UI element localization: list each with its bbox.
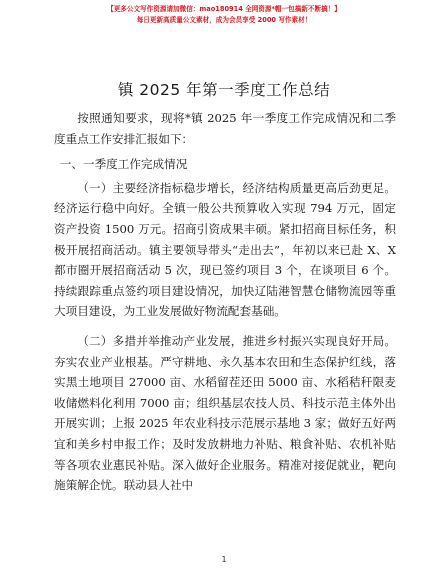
paragraph-spacer — [54, 322, 396, 331]
promo-banner-line2: 每日更新高质量公文素材，成为会员享受 2000 写作素材！ — [136, 16, 312, 24]
paragraph-economy: （一）主要经济指标稳步增长，经济结构质量更高后劲更足。经济运行稳中向好。全镇一般公共预算收入实现 794 万元，固定资产投资 1500 万元。招商引资成果丰硕。紧扣招商目标任务，积极开展招商活动。镇主要领导带头“走出去”，年初以来已赴 X、X 都市圈开展招商活动 5 次，现已签约项目 3 个，在谈项目 6 个。持续跟踪重点签约项目建设情况，加快辽陆港智慧仓储物流园等重大项目建设，为工业发展做好物流配套基础。 — [54, 180, 396, 319]
page-number: 1 — [221, 555, 227, 564]
paragraph-industry: （二）多措并举推动产业发展，推进乡村振兴实现良好开局。夯实农业产业根基。严守耕地、永久基本农田和生态保护红线，落实黑土地项目 27000 亩、水稻留茬还田 5000 亩、水稻秸秆限麦收储燃料化利用 7000 亩；组织基层农技人员、科技示范主体外出开展实训；上报 2025 年农业科技示范展示基地 3 家；做好五好两宜和美乡村申报工作；及时发放耕地力补贴、粮食补贴、农机补贴等各项农业惠民补贴。深入做好企业服务。精准对接促就业，靶向施策解企忧。联动县人社中 — [54, 333, 396, 493]
intro-paragraph: 按照通知要求，现将*镇 2025 年一季度工作完成情况和二季度重点工作安排汇报如下： — [54, 111, 396, 146]
promo-banner — [0, 4, 448, 26]
promo-banner-line1: 【更多公文写作资源请加微信：mao180914 全网资源*帽一包搞新不断搞！】 — [107, 5, 341, 13]
document-title: 镇 2025 年第一季度工作总结 — [117, 81, 331, 99]
document-body — [54, 108, 396, 496]
section-heading: 一、一季度工作完成情况 — [59, 157, 188, 172]
